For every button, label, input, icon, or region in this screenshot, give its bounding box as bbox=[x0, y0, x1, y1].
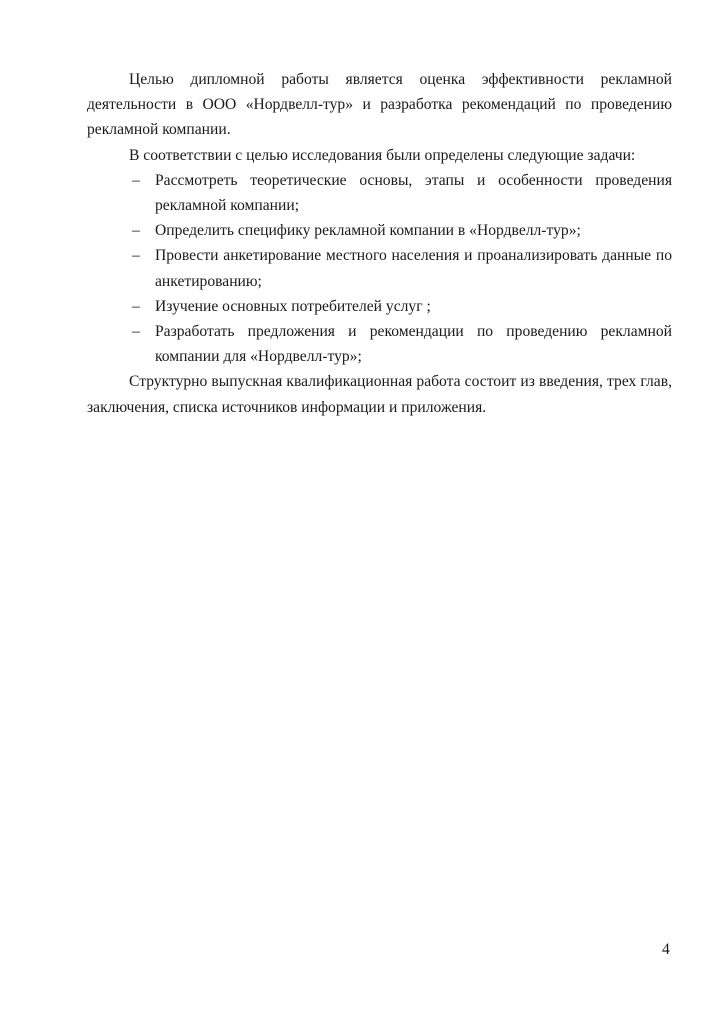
dash-bullet: – bbox=[132, 323, 140, 341]
tasks-intro-paragraph: В соответствии с целью исследования были определены следующие задачи: bbox=[129, 146, 636, 164]
list-item bbox=[87, 294, 672, 319]
task-text: Разработать предложения и рекомендации по проведению рекламной компании для «Нордвелл-тур»; bbox=[155, 323, 672, 366]
task-text: Изучение основных потребителей услуг ; bbox=[155, 297, 431, 315]
list-item bbox=[87, 168, 672, 218]
page-body bbox=[87, 67, 672, 420]
goal-paragraph: Целью дипломной работы является оценка эффективности рекламной деятельности в ООО «Нордвелл-тур» и разработка рекомендаций по проведению рекламной компании. bbox=[87, 71, 672, 139]
task-text: Провести анкетирование местного населения и проанализировать данные по анкетированию; bbox=[155, 247, 672, 290]
dash-bullet: – bbox=[132, 222, 140, 240]
list-item bbox=[87, 319, 672, 369]
dash-bullet: – bbox=[132, 171, 140, 189]
task-text: Рассмотреть теоретические основы, этапы и особенности проведения рекламной компании; bbox=[155, 171, 672, 215]
page-number: 4 bbox=[662, 941, 670, 958]
structure-paragraph: Структурно выпускная квалификационная работа состоит из введения, трех глав, заключения, списка источников информации и приложения. bbox=[87, 373, 672, 416]
dash-bullet: – bbox=[132, 247, 140, 265]
dash-bullet: – bbox=[132, 297, 140, 315]
tasks-list bbox=[87, 168, 672, 370]
list-item bbox=[87, 218, 672, 243]
list-item bbox=[87, 243, 672, 293]
task-text: Определить специфику рекламной компании в «Нордвелл-тур»; bbox=[155, 222, 581, 240]
